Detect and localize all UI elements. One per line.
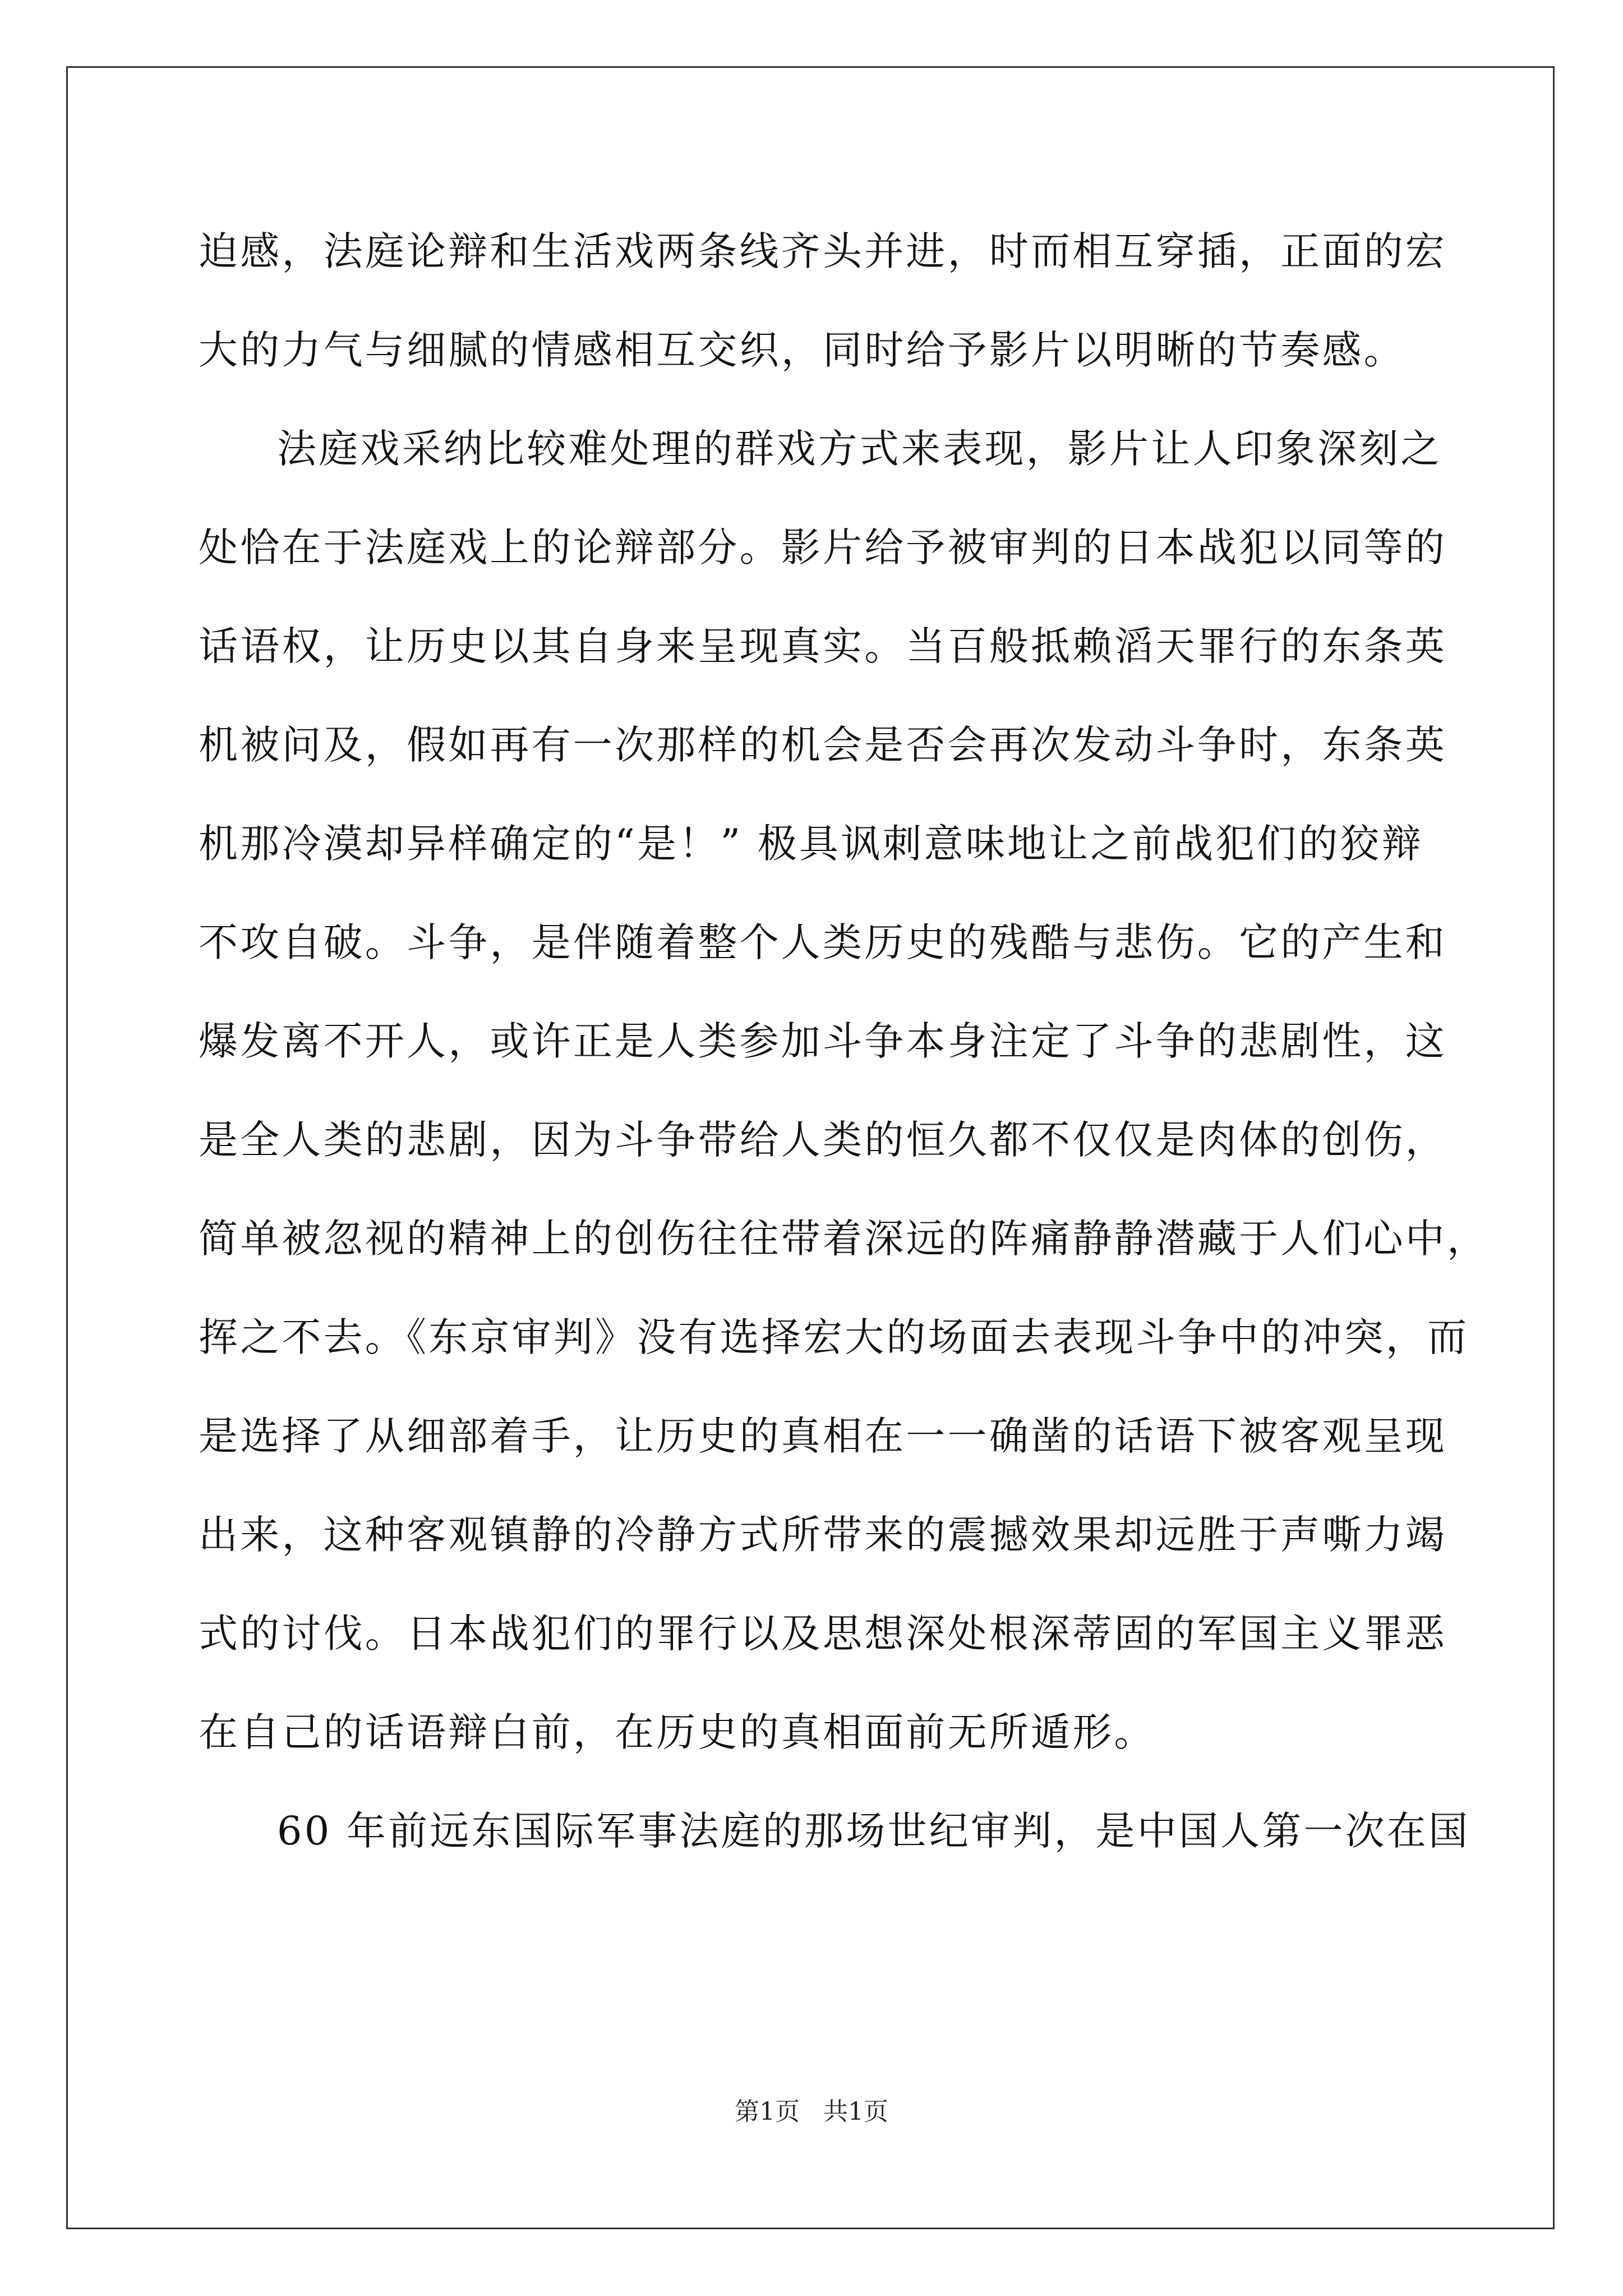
text-line: 挥之不去。《东京审判》没有选择宏大的场面去表现斗争中的冲突，而 xyxy=(199,1314,1469,1360)
text-line: 式的讨伐。日本战犯们的罪行以及思想深处根深蒂固的军国主义罪恶 xyxy=(199,1611,1447,1657)
page-number: 第1页 xyxy=(735,2097,800,2126)
document-body xyxy=(199,202,1489,1880)
paragraph-start: 法庭戏采纳比较难处理的群戏方式来表现，影片让人印象深刻之 xyxy=(277,426,1442,472)
text-line: 不攻自破。斗争，是伴随着整个人类历史的残酷与悲伤。它的产生和 xyxy=(199,919,1447,965)
text-line: 处恰在于法庭戏上的论辩部分。影片给予被审判的日本战犯以同等的 xyxy=(199,524,1447,570)
text-line: 机那冷漠却异样确定的“是！” 极具讽刺意味地让之前战犯们的狡辩 xyxy=(199,821,1424,867)
text-line: 是全人类的悲剧，因为斗争带给人类的恒久都不仅仅是肉体的创伤， xyxy=(199,1117,1447,1163)
text-line: 在自己的话语辩白前，在历史的真相面前无所遁形。 xyxy=(199,1709,1156,1755)
text-line: 机被问及，假如再有一次那样的机会是否会再次发动斗争时，东条英 xyxy=(199,722,1447,768)
text-line: 出来，这种客观镇静的冷静方式所带来的震撼效果却远胜于声嘶力竭 xyxy=(199,1512,1447,1558)
paragraph-start: 60 年前远东国际军事法庭的那场世纪审判，是中国人第一次在国 xyxy=(277,1808,1470,1854)
text-line: 迫感，法庭论辩和生活戏两条线齐头并进，时而相互穿插，正面的宏 xyxy=(199,228,1447,274)
text-line: 是选择了从细部着手，让历史的真相在一一确凿的话语下被客观呈现 xyxy=(199,1413,1447,1459)
text-line: 爆发离不开人，或许正是人类参加斗争本身注定了斗争的悲剧性，这 xyxy=(199,1018,1447,1064)
page-total: 共1页 xyxy=(823,2097,888,2126)
text-line: 大的力气与细腻的情感相互交织，同时给予影片以明晰的节奏感。 xyxy=(199,327,1405,373)
page-footer xyxy=(0,2091,1623,2127)
text-line: 话语权，让历史以其自身来呈现真实。当百般抵赖滔天罪行的东条英 xyxy=(199,623,1447,669)
text-line: 简单被忽视的精神上的创伤往往带着深远的阵痛静静潜藏于人们心中， xyxy=(199,1216,1489,1262)
